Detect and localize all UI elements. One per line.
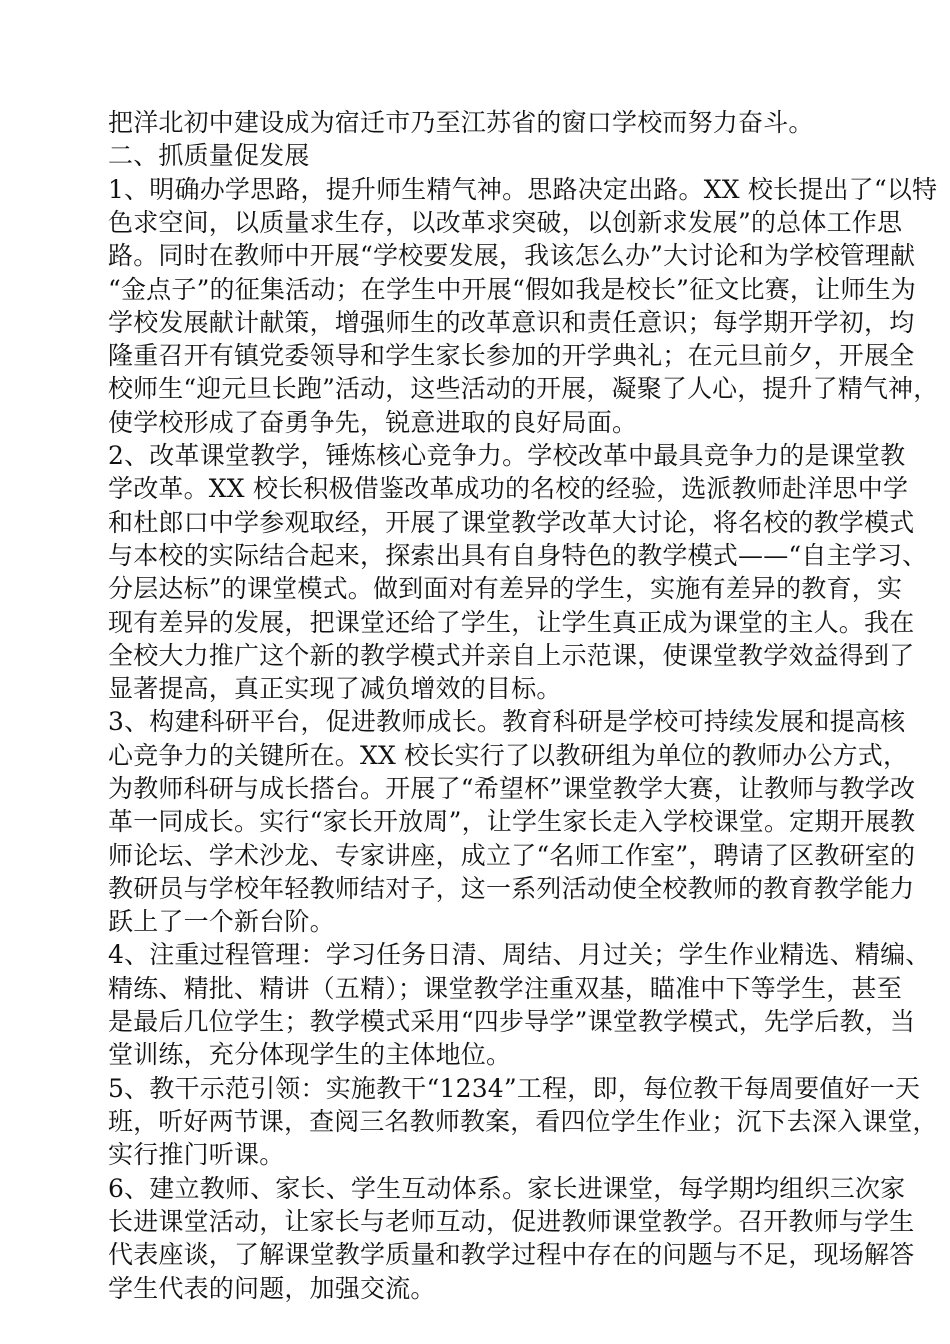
- text-line: 班，听好两节课，查阅三名教师教案，看四位学生作业；沉下去深入课堂，: [108, 1107, 938, 1136]
- text-line: 显著提高，真正实现了减负增效的目标。: [108, 674, 562, 703]
- text-line: 色求空间，以质量求生存，以改革求突破，以创新求发展”的总体工作思: [108, 208, 903, 237]
- text-line: 现有差异的发展，把课堂还给了学生，让学生真正成为课堂的主人。我在: [108, 608, 915, 637]
- text-line: 学改革。XX 校长积极借鉴改革成功的名校的经验，选派教师赴洋思中学: [108, 474, 909, 503]
- text-line: 4、注重过程管理：学习任务日清、周结、月过关；学生作业精选、精编、: [108, 940, 931, 969]
- text-line: 隆重召开有镇党委领导和学生家长参加的开学典礼；在元旦前夕，开展全: [108, 341, 915, 370]
- text-line: 心竞争力的关键所在。XX 校长实行了以教研组为单位的教师办公方式，: [108, 741, 909, 770]
- text-line: 精练、精批、精讲（五精）；课堂教学注重双基，瞄准中下等学生，甚至: [108, 974, 902, 1003]
- text-line: 全校大力推广这个新的教学模式并亲自上示范课，使课堂教学效益得到了: [108, 641, 915, 670]
- text-line: 革一同成长。实行“家长开放周”，让学生家长走入学校课堂。定期开展教: [108, 807, 916, 836]
- text-line: 是最后几位学生；教学模式采用“四步导学”课堂教学模式，先学后教，当: [108, 1007, 916, 1036]
- text-line: 2、改革课堂教学，锤炼核心竞争力。学校改革中最具竞争力的是课堂教: [108, 441, 906, 470]
- text-line: 跃上了一个新台阶。: [108, 907, 335, 936]
- text-line: 路。同时在教师中开展“学校要发展，我该怎么办”大讨论和为学校管理献: [108, 241, 916, 270]
- text-line: 教研员与学校年轻教师结对子，这一系列活动使全校教师的教育教学能力: [108, 874, 915, 903]
- text-line: 3、构建科研平台，促进教师成长。教育科研是学校可持续发展和提高核: [108, 707, 906, 736]
- text-line: 实行推门听课。: [108, 1140, 285, 1169]
- text-line: “金点子”的征集活动；在学生中开展“假如我是校长”征文比赛，让师生为: [108, 275, 916, 304]
- text-line: 为教师科研与成长搭台。开展了“希望杯”课堂教学大赛，让教师与教学改: [108, 774, 916, 803]
- text-line: 使学校形成了奋勇争先，锐意进取的良好局面。: [108, 408, 638, 437]
- text-line: 和杜郎口中学参观取经，开展了课堂教学改革大讨论，将名校的教学模式: [108, 508, 915, 537]
- text-line: 与本校的实际结合起来，探索出具有自身特色的教学模式——“自主学习、: [108, 541, 928, 570]
- text-line: 代表座谈，了解课堂教学质量和教学过程中存在的问题与不足，现场解答: [108, 1240, 915, 1269]
- text-line: 5、教干示范引领：实施教干“1234”工程，即，每位教干每周要值好一天: [108, 1074, 921, 1103]
- text-line: 堂训练，充分体现学生的主体地位。: [108, 1040, 512, 1069]
- text-line: 长进课堂活动，让家长与老师互动，促进教师课堂教学。召开教师与学生: [108, 1207, 915, 1236]
- text-line: 师论坛、学术沙龙、专家讲座，成立了“名师工作室”，聘请了区教研室的: [108, 841, 916, 870]
- text-line: 校师生“迎元旦长跑”活动，这些活动的开展，凝聚了人心，提升了精气神，: [108, 374, 939, 403]
- text-line: 6、建立教师、家长、学生互动体系。家长进课堂，每学期均组织三次家: [108, 1174, 906, 1203]
- text-line: 分层达标”的课堂模式。做到面对有差异的学生，实施有差异的教育，实: [108, 574, 903, 603]
- text-line: 学校发展献计献策，增强师生的改革意识和责任意识；每学期开学初，均: [108, 308, 915, 337]
- text-line: 1、明确办学思路，提升师生精气神。思路决定出路。XX 校长提出了“以特: [108, 175, 938, 204]
- text-line: 把洋北初中建设成为宿迁市乃至江苏省的窗口学校而努力奋斗。: [108, 108, 814, 137]
- section-heading: 二、抓质量促发展: [108, 141, 310, 170]
- text-line: 学生代表的问题，加强交流。: [108, 1274, 436, 1303]
